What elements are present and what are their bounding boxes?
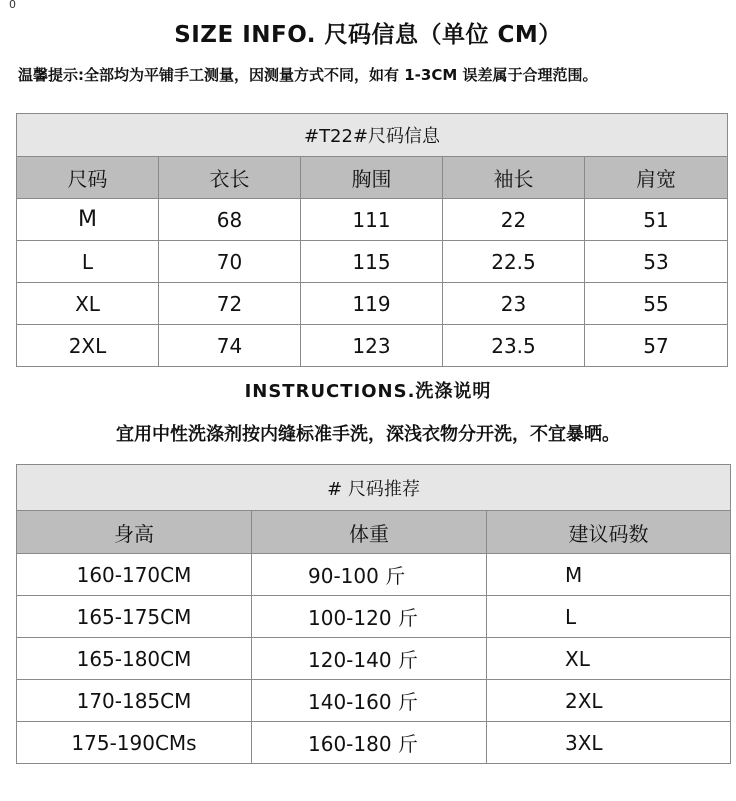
- size-cell: 2XL: [17, 325, 159, 367]
- shoulder-cell: 57: [585, 325, 728, 367]
- corner-mark: 0: [9, 0, 16, 11]
- header-height: 身高: [17, 511, 252, 554]
- chest-cell: 123: [301, 325, 443, 367]
- height-cell: 160-170CM: [17, 554, 252, 596]
- size-cell: XL: [17, 283, 159, 325]
- length-cell: 74: [159, 325, 301, 367]
- instructions-title: INSTRUCTIONS.洗涤说明: [244, 381, 492, 402]
- length-cell: 68: [159, 199, 301, 241]
- table-row: [17, 554, 731, 596]
- table-row: [17, 596, 731, 638]
- shoulder-cell: 53: [585, 241, 728, 283]
- sleeve-cell: 23: [443, 283, 585, 325]
- shoulder-cell: 55: [585, 283, 728, 325]
- table-row: [17, 325, 728, 367]
- chest-cell: 119: [301, 283, 443, 325]
- weight-cell: 120-140 斤: [252, 638, 487, 680]
- length-cell: 72: [159, 283, 301, 325]
- recommend-table-caption: # 尺码推荐: [17, 465, 731, 511]
- page-title: SIZE INFO. 尺码信息（单位 CM）: [174, 22, 562, 48]
- table-row: [17, 241, 728, 283]
- header-length: 衣长: [159, 157, 301, 199]
- sleeve-cell: 22: [443, 199, 585, 241]
- shoulder-cell: 51: [585, 199, 728, 241]
- header-sleeve: 袖长: [443, 157, 585, 199]
- table-row: [17, 680, 731, 722]
- size-cell: L: [17, 241, 159, 283]
- size-info-table: [16, 113, 728, 367]
- header-size: 尺码: [17, 157, 159, 199]
- table-row: [17, 283, 728, 325]
- table-row: [17, 199, 728, 241]
- size-recommend-table: [16, 464, 731, 764]
- suggested-size-cell: L: [487, 596, 731, 638]
- measurement-tip: 温馨提示:全部均为平铺手工测量，因测量方式不同，如有 1-3CM 误差属于合理范围。: [18, 66, 598, 84]
- size-table-caption: #T22#尺码信息: [17, 114, 728, 157]
- weight-cell: 90-100 斤: [252, 554, 487, 596]
- sleeve-cell: 23.5: [443, 325, 585, 367]
- size-cell: M: [17, 199, 159, 241]
- header-weight: 体重: [252, 511, 487, 554]
- header-chest: 胸围: [301, 157, 443, 199]
- table-row: [17, 638, 731, 680]
- weight-cell: 160-180 斤: [252, 722, 487, 764]
- height-cell: 165-175CM: [17, 596, 252, 638]
- header-shoulder: 肩宽: [585, 157, 728, 199]
- chest-cell: 115: [301, 241, 443, 283]
- sleeve-cell: 22.5: [443, 241, 585, 283]
- height-cell: 170-185CM: [17, 680, 252, 722]
- chest-cell: 111: [301, 199, 443, 241]
- suggested-size-cell: 3XL: [487, 722, 731, 764]
- suggested-size-cell: XL: [487, 638, 731, 680]
- instructions-text: 宜用中性洗涤剂按内缝标准手洗，深浅衣物分开洗，不宜暴晒。: [116, 424, 620, 445]
- header-suggested-size: 建议码数: [487, 511, 731, 554]
- weight-cell: 140-160 斤: [252, 680, 487, 722]
- length-cell: 70: [159, 241, 301, 283]
- height-cell: 165-180CM: [17, 638, 252, 680]
- suggested-size-cell: M: [487, 554, 731, 596]
- height-cell: 175-190CMs: [17, 722, 252, 764]
- weight-cell: 100-120 斤: [252, 596, 487, 638]
- suggested-size-cell: 2XL: [487, 680, 731, 722]
- table-row: [17, 722, 731, 764]
